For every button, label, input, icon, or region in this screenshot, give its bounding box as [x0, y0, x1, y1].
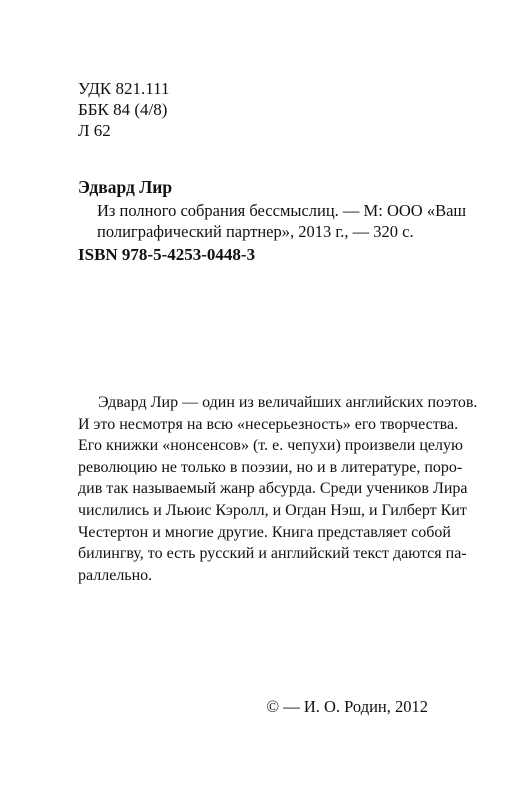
author-name: Эдвард Лир [78, 177, 173, 197]
abstract-line: див так называемый жанр абсурда. Среди учеников Лира [78, 480, 468, 498]
bibliographic-record [78, 177, 467, 265]
abstract-line: И это несмотря на всю «несерьезность» его творчества. [78, 415, 459, 433]
bbk-code: ББК 84 (4/8) [78, 100, 168, 119]
udk-code: УДК 821.111 [78, 79, 170, 98]
isbn: ISBN 978-5-4253-0448-3 [78, 245, 256, 264]
abstract-line: Честертон и многие другие. Книга представляет собой [78, 523, 451, 541]
abstract-line: билингву, то есть русский и английский текст даются па- [78, 545, 467, 563]
abstract-line: раллельно. [78, 566, 153, 584]
abstract-line: революцию не только в поэзии, но и в литературе, поро- [78, 458, 463, 476]
abstract-line: Его книжки «нонсенсов» (т. е. чепухи) произвели целую [78, 437, 463, 455]
author-mark: Л 62 [78, 121, 111, 140]
description-line: Из полного собрания бессмыслиц. — М: ООО «Ваш [97, 201, 467, 220]
copyright-notice: © — И. О. Родин, 2012 [266, 697, 428, 716]
description-line: полиграфический партнер», 2013 г., — 320 с. [97, 222, 414, 241]
abstract [78, 392, 478, 586]
abstract-line: числились и Льюис Кэролл, и Огдан Нэш, и Гилберт Кит [78, 501, 467, 519]
abstract-line: Эдвард Лир — один из величайших английских поэтов. [98, 394, 478, 411]
classification-codes [78, 78, 170, 141]
